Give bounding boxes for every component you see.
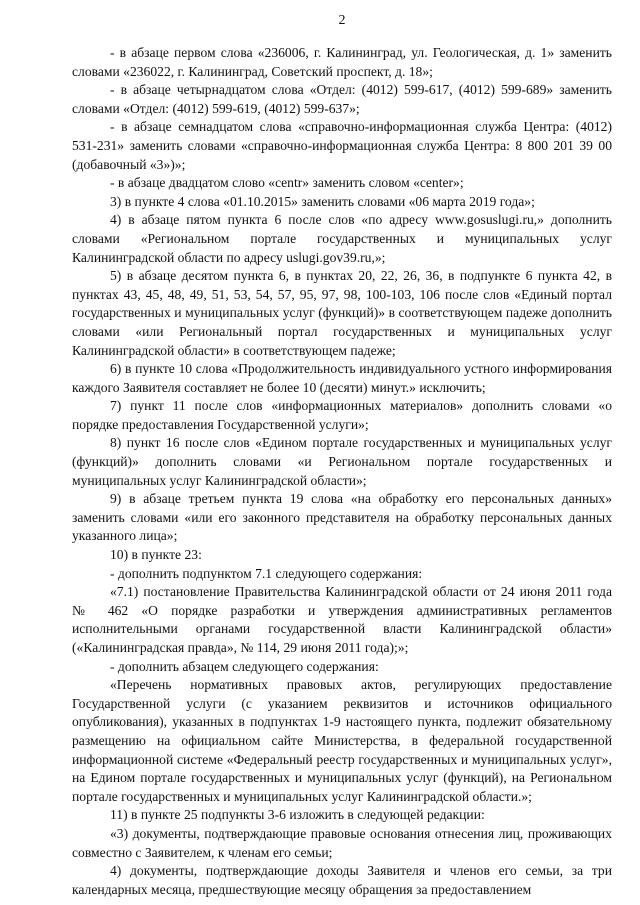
document-page: [72, 12, 612, 899]
paragraph-subitem-3: «3) документы, подтверждающие правовые основания отнесения лиц, проживающих совместно с Заявителем, к членам его семьи;: [72, 825, 612, 860]
paragraph-item-8: 8) пункт 16 после слов «Едином портале государственных и муниципальных услуг (функций)» дополнить словами «и Региональном портале государственных и муниципальных услуг Калининградской области»;: [72, 435, 612, 488]
paragraph-subitem-7-1-text: «7.1) постановление Правительства Калининградской области от 24 июня 2011 года № 462 «О порядке разработки и утверждения административных регламентов исполнительными органами государственной власти Калининградской области» («Калининградская правда», № 114, 29 июня 2011 года);»;: [72, 584, 612, 655]
paragraph-amend-info-service: - в абзаце семнадцатом слова «справочно-информационная служба Центра: (4012) 531-231» заменить словами «справочно-информационная служба Центра: 8 800 201 39 00 (добавочный «3»)»;: [72, 119, 612, 172]
paragraph-item-10: 10) в пункте 23:: [110, 547, 202, 563]
paragraph-amend-address: - в абзаце первом слова «236006, г. Калининград, ул. Геологическая, д. 1» заменить словами «236022, г. Калининград, Советский проспект, д. 18»;: [72, 45, 612, 79]
paragraph-normative-acts-list: «Перечень нормативных правовых актов, регулирующих предоставление Государственной услуги (с указанием реквизитов и источников официального опубликования), указанных в подпунктах 1-9 настоящего пункта, подлежит обязательному размещению на официальном сайте Министерства, в федеральной государственной информационной системе «Федеральный реестр государственных и муниципальных услуг», на Едином портале государственных и муниципальных услуг (функций), на Региональном портале государственных и муниципальных услуг Калининградской области.»;: [72, 677, 612, 804]
paragraph-item-3: 3) в пункте 4 слова «01.10.2015» заменить словами «06 марта 2019 года»;: [110, 193, 535, 209]
paragraph-add-subitem-7-1: - дополнить подпунктом 7.1 следующего содержания:: [110, 565, 423, 581]
page-number: 2: [338, 13, 346, 28]
paragraph-item-5: 5) в абзаце десятом пункта 6, в пунктах 20, 22, 26, 36, в подпункте 6 пункта 42, в пунктах 43, 45, 48, 49, 51, 53, 54, 57, 95, 97, 98, 100-103, 106 после слов «Единый портал государственных и муниципальных услуг (функций)» в соответствующем падеже дополнить словами «или Региональный портал государственных и муниципальных услуг Калининградской области» в соответствующем падеже;: [72, 268, 612, 358]
paragraph-amend-department-phones: - в абзаце четырнадцатом слова «Отдел: (4012) 599-617, (4012) 599-689» заменить словами «Отдел: (4012) 599-619, (4012) 599-637»;: [72, 82, 612, 116]
paragraph-item-9: 9) в абзаце третьем пункта 19 слова «на обработку его персональных данных» заменить словами «или его законного представителя на обработку персональных данных указанного лица»;: [72, 491, 612, 544]
paragraph-item-7: 7) пункт 11 после слов «информационных материалов» дополнить словами «о порядке предоставления Государственной услуги»;: [72, 398, 612, 432]
paragraph-item-6: 6) в пункте 10 слова «Продолжительность индивидуального устного информирования каждого Заявителя составляет не более 10 (десяти) минут.» исключить;: [72, 361, 612, 395]
paragraph-add-abzac: - дополнить абзацем следующего содержания:: [110, 658, 379, 674]
paragraph-item-11: 11) в пункте 25 подпункты 3-6 изложить в следующей редакции:: [110, 807, 485, 823]
paragraph-subitem-4: 4) документы, подтверждающие доходы Заявителя и членов его семьи, за три календарных месяца, предшествующие месяцу обращения за предоставлением: [72, 863, 612, 897]
paragraph-amend-centr-word: - в абзаце двадцатом слово «centr» заменить словом «center»;: [110, 175, 464, 191]
paragraph-item-4: 4) в абзаце пятом пункта 6 после слов «по адресу www.gosuslugi.ru,» дополнить словами «Региональном портале государственных и муниципальных услуг Калининградской области по адресу uslugi.gov39.ru,»;: [72, 212, 612, 265]
